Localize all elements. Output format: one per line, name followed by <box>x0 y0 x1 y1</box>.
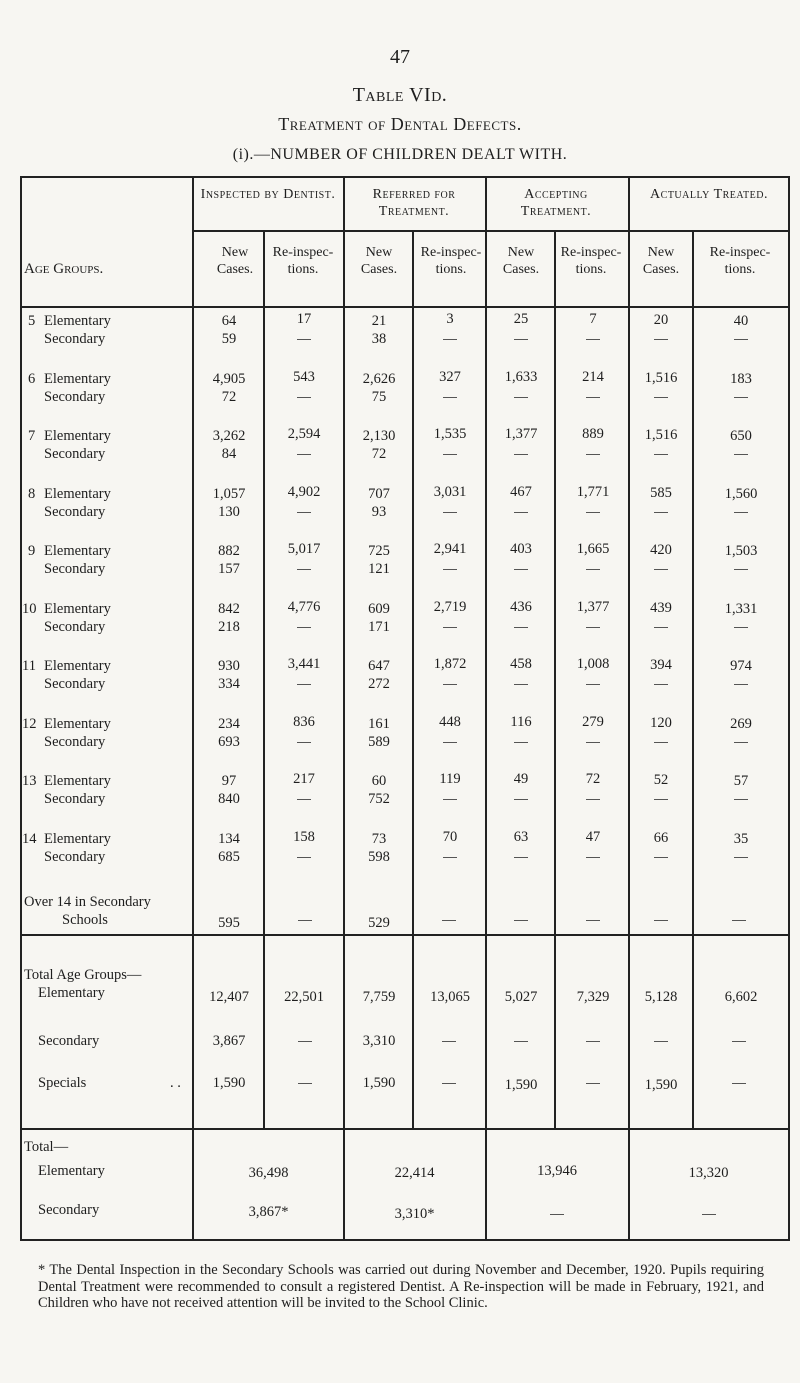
over14-act-new-dash <box>654 920 668 921</box>
total-sec-ref-new: 3,310 <box>362 1033 396 1049</box>
act-re-secondary-dash <box>734 339 748 340</box>
ref-new-elementary: 725 <box>368 543 390 559</box>
vrule-age <box>192 176 194 1128</box>
insp-new-elementary: 882 <box>218 543 240 559</box>
elementary-label: Elementary <box>44 830 111 847</box>
act-new: 1,516 <box>644 427 678 443</box>
acc-new: 116 <box>510 713 532 730</box>
vrule-left <box>20 176 22 1239</box>
acc-reinspection: 7 <box>589 311 597 327</box>
footnote: * The Dental Inspection in the Secondary Schools was carried out during November and December, 1920. Pupils requiring Dental Treatment were recommended to consult a registered Dentist. A Re-inspection will be made in February, 1921, and Children who have not received attention will be invited to the School Clinic. <box>38 1262 764 1311</box>
act-re-secondary-dash <box>734 397 748 398</box>
insp-reinspection: 17 <box>296 311 312 327</box>
act-reinspection: 1,560 <box>724 485 758 502</box>
insp-new-elementary: 3,262 <box>212 428 246 444</box>
secondary-label: Secondary <box>44 733 106 750</box>
act-new-secondary-dash <box>654 454 668 455</box>
act-re-secondary-dash <box>734 799 748 800</box>
insp-new-elementary: 930 <box>218 658 240 674</box>
act-reinspection: 974 <box>730 658 752 674</box>
acc-new: 25 <box>513 311 529 327</box>
act-new: 585 <box>650 484 672 501</box>
ref-new-elementary: 609 <box>368 600 390 617</box>
acc-new-secondary-dash <box>514 454 528 455</box>
act-new-secondary-dash <box>654 857 668 858</box>
grand-sec-inspected: 3,867* <box>248 1204 289 1220</box>
age-label: 9 <box>28 543 36 559</box>
ref-new-secondary: 598 <box>368 848 390 865</box>
elementary-label: Elementary <box>44 313 111 329</box>
ref-new-secondary: 171 <box>368 618 390 635</box>
group-header-referred: Referred for Treatment. <box>372 187 456 219</box>
total-specials-dots: . . <box>170 1075 181 1091</box>
insp-reinspection: 2,594 <box>287 426 321 442</box>
elementary-label: Elementary <box>44 428 111 444</box>
sub-header-insp-re: Re-inspec-tions. <box>272 245 334 277</box>
acc-new-secondary-dash <box>514 512 528 513</box>
insp-re-secondary-dash <box>297 742 311 743</box>
elementary-label: Elementary <box>44 715 111 732</box>
rule-group-header <box>192 230 790 232</box>
acc-reinspection: 214 <box>582 368 604 385</box>
act-re-secondary-dash <box>734 569 748 570</box>
acc-reinspection: 279 <box>582 713 604 730</box>
vrule-accepting <box>485 176 487 1128</box>
insp-new-secondary: 84 <box>221 446 237 462</box>
insp-reinspection: 836 <box>293 713 315 730</box>
ref-new-secondary: 752 <box>368 791 390 807</box>
elementary-label: Elementary <box>44 658 111 674</box>
acc-new: 403 <box>510 541 532 557</box>
table-title: Table VId. <box>352 84 448 106</box>
age-label: 12 <box>22 715 37 732</box>
ref-reinspection: 327 <box>439 368 461 385</box>
insp-new-secondary: 334 <box>218 676 240 692</box>
ref-new-secondary: 121 <box>368 561 390 577</box>
secondary-label: Secondary <box>44 331 106 347</box>
vrule-acc-split <box>554 230 556 1128</box>
act-new: 439 <box>650 599 672 616</box>
total-sec-act-new-dash <box>654 1041 668 1042</box>
insp-re-secondary-dash <box>297 512 311 513</box>
insp-re-secondary-dash <box>297 627 311 628</box>
total-elem-act-new: 5,128 <box>644 989 678 1005</box>
ref-new-elementary: 21 <box>371 313 387 329</box>
ref-new-secondary: 75 <box>371 388 387 405</box>
over14-label-line1: Over 14 in Secondary <box>24 894 151 910</box>
total-specials-label: Specials <box>38 1075 87 1091</box>
total-secondary-label: Secondary <box>38 1033 100 1049</box>
insp-re-secondary-dash <box>297 684 311 685</box>
insp-re-secondary-dash <box>297 857 311 858</box>
grand-secondary-label: Secondary <box>38 1202 100 1218</box>
grand-sec-treated-dash <box>702 1214 716 1215</box>
elementary-label: Elementary <box>44 543 111 559</box>
ref-reinspection: 119 <box>439 771 461 787</box>
total-elem-acc-re: 7,329 <box>576 989 610 1005</box>
act-reinspection: 35 <box>733 830 749 847</box>
insp-new-elementary: 134 <box>218 830 240 847</box>
vrule-treated <box>628 176 630 1128</box>
total-sec-acc-re-dash <box>586 1041 600 1042</box>
sub-header-acc-re: Re-inspec-tions. <box>560 245 622 277</box>
sub-header-insp-new: New Cases. <box>216 245 254 277</box>
group-header-treated: Actually Treated. <box>650 187 768 202</box>
age-label: 7 <box>28 428 36 444</box>
acc-re-secondary-dash <box>586 684 600 685</box>
age-label: 14 <box>22 830 37 847</box>
over14-act-re-dash <box>732 920 746 921</box>
vrule-gt-ref <box>343 1128 345 1239</box>
total-sec-acc-new-dash <box>514 1041 528 1042</box>
vrule-referred <box>343 176 345 1128</box>
insp-new-elementary: 4,905 <box>212 370 246 387</box>
ref-new-secondary: 589 <box>368 733 390 750</box>
acc-new-secondary-dash <box>514 627 528 628</box>
acc-re-secondary-dash <box>586 799 600 800</box>
act-re-secondary-dash <box>734 684 748 685</box>
over14-acc-re-dash <box>586 920 600 921</box>
secondary-label: Secondary <box>44 791 106 807</box>
acc-reinspection: 1,771 <box>576 483 610 500</box>
age-label: 11 <box>22 658 36 674</box>
ref-new-elementary: 73 <box>371 830 387 847</box>
act-new-secondary-dash <box>654 397 668 398</box>
section-heading: (i).—NUMBER OF CHILDREN DEALT WITH. <box>232 146 568 163</box>
total-spec-act-re-dash <box>732 1083 746 1084</box>
grand-total-heading: Total— <box>24 1139 69 1155</box>
acc-new-secondary-dash <box>514 684 528 685</box>
acc-reinspection: 889 <box>582 426 604 442</box>
ref-new-elementary: 60 <box>371 773 387 789</box>
sub-header-act-re: Re-inspec-tions. <box>709 245 771 277</box>
act-reinspection: 269 <box>730 715 752 732</box>
grand-elem-treated: 13,320 <box>688 1165 729 1181</box>
acc-reinspection: 1,665 <box>576 541 610 557</box>
acc-new-secondary-dash <box>514 397 528 398</box>
over14-ref-re-dash <box>442 920 456 921</box>
insp-new-elementary: 97 <box>221 773 237 789</box>
act-new: 1,516 <box>644 369 678 386</box>
acc-new: 458 <box>510 656 532 672</box>
total-spec-act-new: 1,590 <box>644 1077 678 1093</box>
total-elem-ref-new: 7,759 <box>362 989 396 1005</box>
act-new-secondary-dash <box>654 684 668 685</box>
total-spec-acc-new: 1,590 <box>504 1077 538 1093</box>
insp-new-secondary: 72 <box>221 388 237 405</box>
act-reinspection: 1,331 <box>724 600 758 617</box>
ref-re-secondary-dash <box>443 454 457 455</box>
total-spec-insp-re-dash <box>298 1083 312 1084</box>
insp-new-elementary: 234 <box>218 715 240 732</box>
insp-new-secondary: 840 <box>218 791 240 807</box>
insp-reinspection: 3,441 <box>287 656 321 672</box>
insp-new-elementary: 1,057 <box>212 485 246 502</box>
ref-re-secondary-dash <box>443 857 457 858</box>
acc-reinspection: 1,377 <box>576 598 610 615</box>
secondary-label: Secondary <box>44 848 106 865</box>
ref-re-secondary-dash <box>443 627 457 628</box>
act-new-secondary-dash <box>654 339 668 340</box>
total-sec-insp-new: 3,867 <box>212 1033 246 1049</box>
insp-reinspection: 4,776 <box>287 598 321 615</box>
act-re-secondary-dash <box>734 454 748 455</box>
grand-elementary-label: Elementary <box>38 1163 105 1179</box>
acc-re-secondary-dash <box>586 857 600 858</box>
total-sec-act-re-dash <box>732 1041 746 1042</box>
rule-bottom <box>20 1239 790 1241</box>
over14-label-line2: Schools <box>62 912 108 928</box>
total-sec-ref-re-dash <box>442 1041 456 1042</box>
total-spec-ref-re-dash <box>442 1083 456 1084</box>
age-label: 13 <box>22 773 37 789</box>
total-elem-insp-re: 22,501 <box>284 989 324 1005</box>
ref-new-secondary: 272 <box>368 676 390 692</box>
total-spec-acc-re-dash <box>586 1083 600 1084</box>
insp-re-secondary-dash <box>297 454 311 455</box>
insp-new-secondary: 130 <box>218 503 240 520</box>
grand-elem-accepting: 13,946 <box>537 1163 577 1179</box>
acc-new-secondary-dash <box>514 799 528 800</box>
total-sec-insp-re-dash <box>298 1041 312 1042</box>
over14-ref-new: 529 <box>368 915 390 931</box>
elementary-label: Elementary <box>44 485 111 502</box>
rule-header-bottom <box>20 306 790 308</box>
acc-re-secondary-dash <box>586 454 600 455</box>
total-age-groups-heading: Total Age Groups— <box>24 967 142 983</box>
insp-new-secondary: 218 <box>218 618 240 635</box>
act-re-secondary-dash <box>734 627 748 628</box>
acc-re-secondary-dash <box>586 397 600 398</box>
ref-re-secondary-dash <box>443 339 457 340</box>
total-spec-ref-new: 1,590 <box>362 1075 396 1091</box>
rule-age-bottom <box>20 934 790 936</box>
vrule-ref-split <box>412 230 414 1128</box>
acc-new: 1,633 <box>504 368 538 385</box>
vrule-gt-age <box>192 1128 194 1239</box>
over14-acc-new-dash <box>514 920 528 921</box>
act-reinspection: 183 <box>730 370 752 387</box>
ref-new-elementary: 2,130 <box>362 428 396 444</box>
secondary-label: Secondary <box>44 561 106 577</box>
act-new-secondary-dash <box>654 742 668 743</box>
over14-insp-new: 595 <box>218 915 240 931</box>
sub-header-act-new: New Cases. <box>642 245 680 277</box>
act-new: 420 <box>650 542 672 558</box>
ref-reinspection: 70 <box>442 828 458 845</box>
grand-elem-referred: 22,414 <box>394 1165 435 1181</box>
insp-new-secondary: 59 <box>221 331 237 347</box>
ref-reinspection: 1,535 <box>433 426 467 442</box>
ref-reinspection: 1,872 <box>433 656 467 672</box>
act-re-secondary-dash <box>734 857 748 858</box>
age-label: 5 <box>28 313 36 329</box>
acc-new: 436 <box>510 598 532 615</box>
ref-new-elementary: 707 <box>368 485 390 502</box>
ref-new-elementary: 2,626 <box>362 370 396 387</box>
act-new: 66 <box>653 829 669 846</box>
acc-re-secondary-dash <box>586 339 600 340</box>
acc-reinspection: 1,008 <box>576 656 610 672</box>
ref-new-secondary: 93 <box>371 503 387 520</box>
act-reinspection: 1,503 <box>724 543 758 559</box>
age-label: 10 <box>22 600 37 617</box>
act-new: 52 <box>653 772 669 788</box>
act-new-secondary-dash <box>654 569 668 570</box>
insp-reinspection: 158 <box>293 828 315 845</box>
acc-new: 49 <box>513 771 529 787</box>
age-groups-header: Age Groups. <box>24 261 104 277</box>
ref-re-secondary-dash <box>443 799 457 800</box>
total-elementary-label: Elementary <box>38 985 105 1001</box>
insp-new-secondary: 685 <box>218 848 240 865</box>
acc-re-secondary-dash <box>586 742 600 743</box>
ref-new-secondary: 38 <box>371 331 387 347</box>
insp-new-secondary: 157 <box>218 561 240 577</box>
acc-re-secondary-dash <box>586 627 600 628</box>
acc-new-secondary-dash <box>514 569 528 570</box>
vrule-gt-acc <box>485 1128 487 1239</box>
insp-reinspection: 217 <box>293 771 315 787</box>
acc-re-secondary-dash <box>586 512 600 513</box>
acc-new: 1,377 <box>504 426 538 442</box>
ref-re-secondary-dash <box>443 742 457 743</box>
acc-new-secondary-dash <box>514 339 528 340</box>
elementary-label: Elementary <box>44 370 111 387</box>
act-reinspection: 650 <box>730 428 752 444</box>
dental-table <box>20 176 790 1241</box>
acc-new: 63 <box>513 828 529 845</box>
group-header-accepting: Accepting Treatment. <box>520 187 592 219</box>
secondary-label: Secondary <box>44 676 106 692</box>
total-elem-ref-re: 13,065 <box>430 989 470 1005</box>
grand-elem-inspected: 36,498 <box>248 1165 289 1181</box>
ref-reinspection: 2,719 <box>433 598 467 615</box>
sub-header-acc-new: New Cases. <box>502 245 540 277</box>
act-re-secondary-dash <box>734 742 748 743</box>
act-re-secondary-dash <box>734 512 748 513</box>
table-subtitle: Treatment of Dental Defects. <box>278 114 522 134</box>
group-header-inspected: Inspected by Dentist. <box>200 187 336 202</box>
insp-reinspection: 543 <box>293 368 315 385</box>
total-elem-act-re: 6,602 <box>724 989 758 1005</box>
acc-reinspection: 72 <box>585 771 601 787</box>
secondary-label: Secondary <box>44 446 106 462</box>
acc-re-secondary-dash <box>586 569 600 570</box>
ref-re-secondary-dash <box>443 397 457 398</box>
rule-totals-bottom <box>20 1128 790 1130</box>
age-label: 8 <box>28 485 36 502</box>
act-new: 394 <box>650 657 672 673</box>
acc-new: 467 <box>510 483 532 500</box>
insp-new-secondary: 693 <box>218 733 240 750</box>
act-new: 120 <box>650 714 672 731</box>
vrule-insp-split <box>263 230 265 1128</box>
grand-sec-accepting-dash <box>550 1214 564 1215</box>
vrule-act-split <box>692 230 694 1128</box>
act-reinspection: 57 <box>733 773 749 789</box>
ref-reinspection: 448 <box>439 713 461 730</box>
insp-re-secondary-dash <box>297 569 311 570</box>
acc-reinspection: 47 <box>585 828 601 845</box>
ref-re-secondary-dash <box>443 684 457 685</box>
secondary-label: Secondary <box>44 503 106 520</box>
total-spec-insp-new: 1,590 <box>212 1075 246 1091</box>
total-elem-acc-new: 5,027 <box>504 989 538 1005</box>
secondary-label: Secondary <box>44 618 106 635</box>
ref-reinspection: 2,941 <box>433 541 467 557</box>
insp-re-secondary-dash <box>297 397 311 398</box>
acc-new-secondary-dash <box>514 857 528 858</box>
act-new-secondary-dash <box>654 627 668 628</box>
insp-new-elementary: 64 <box>221 313 237 329</box>
ref-reinspection: 3,031 <box>433 483 467 500</box>
ref-re-secondary-dash <box>443 512 457 513</box>
act-new-secondary-dash <box>654 799 668 800</box>
ref-re-secondary-dash <box>443 569 457 570</box>
over14-insp-re-dash <box>298 920 312 921</box>
grand-sec-referred: 3,310* <box>394 1206 435 1222</box>
sub-header-ref-new: New Cases. <box>360 245 398 277</box>
elementary-label: Elementary <box>44 600 111 617</box>
act-reinspection: 40 <box>733 313 749 329</box>
page-number: 47 <box>390 46 410 68</box>
ref-reinspection: 3 <box>446 311 454 327</box>
act-new-secondary-dash <box>654 512 668 513</box>
elementary-label: Elementary <box>44 773 111 789</box>
sub-header-ref-re: Re-inspec-tions. <box>420 245 482 277</box>
insp-re-secondary-dash <box>297 339 311 340</box>
insp-new-elementary: 842 <box>218 600 240 617</box>
ref-new-elementary: 647 <box>368 658 390 674</box>
rule-top <box>20 176 790 178</box>
secondary-label: Secondary <box>44 388 106 405</box>
vrule-gt-act <box>628 1128 630 1239</box>
acc-new-secondary-dash <box>514 742 528 743</box>
ref-new-secondary: 72 <box>371 446 387 462</box>
insp-reinspection: 5,017 <box>287 541 321 557</box>
act-new: 20 <box>653 312 669 328</box>
insp-re-secondary-dash <box>297 799 311 800</box>
insp-reinspection: 4,902 <box>287 483 321 500</box>
total-elem-insp-new: 12,407 <box>209 989 249 1005</box>
age-label: 6 <box>28 370 36 387</box>
ref-new-elementary: 161 <box>368 715 390 732</box>
vrule-right <box>788 176 790 1239</box>
